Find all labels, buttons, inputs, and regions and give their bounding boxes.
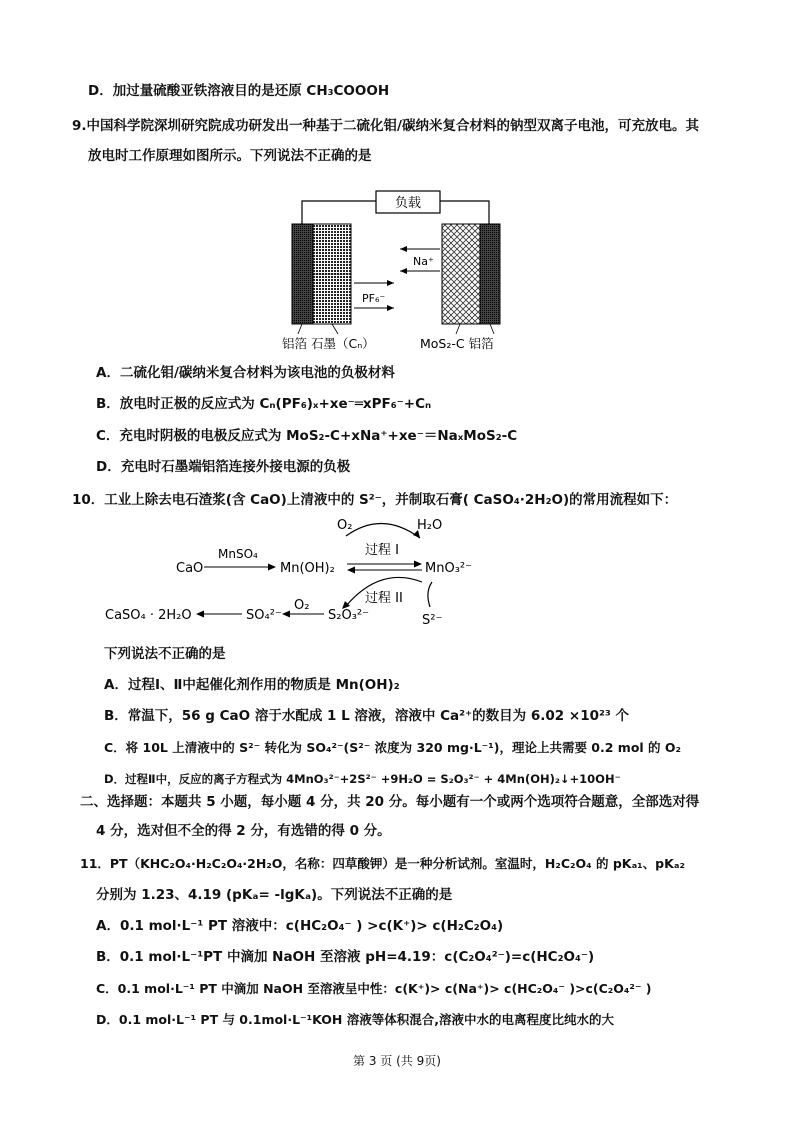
o2-bottom-label: O₂ — [294, 598, 310, 613]
na-ion-label: Na⁺ — [413, 255, 434, 268]
q9-option-b: B．放电时正极的反应式为 Cₙ(PF₆)ₓ+xe⁻═xPF₆⁻+Cₙ — [96, 396, 432, 412]
load-label: 负载 — [394, 196, 422, 211]
q9-stem-line1: 9.中国科学院深圳研究院成功研发出一种基于二硫化钼/碳纳米复合材料的钠型双离子电池，可充放电。其 — [72, 118, 699, 134]
q11-option-b: B．0.1 mol·L⁻¹PT 中滴加 NaOH 至溶液 pH=4.19：c(C₂O₄²⁻)=c(HC₂O₄⁻) — [96, 949, 595, 965]
mnso4-label: MnSO₄ — [218, 547, 258, 561]
mnoh2-label: Mn(OH)₂ — [280, 561, 335, 576]
q9-option-a: A．二硫化钼/碳纳米复合材料为该电池的负极材料 — [96, 365, 395, 381]
caso4-label: CaSO₄ · 2H₂O — [105, 608, 192, 623]
q11-option-d: D．0.1 mol·L⁻¹ PT 与 0.1mol·L⁻¹KOH 溶液等体积混合,溶液中水的电离程度比纯水的大 — [96, 1012, 614, 1027]
mos2-c-electrode — [442, 224, 480, 324]
cao-label: CaO — [176, 561, 204, 576]
process1-label: 过程 I — [365, 543, 399, 558]
q9-option-d: D．充电时石墨端铝箔连接外接电源的负极 — [96, 459, 351, 475]
q8-option-d: D．加过量硫酸亚铁溶液目的是还原 CH₃COOOH — [88, 83, 390, 99]
q11-stem-line1: 11．PT（KHC₂O₄·H₂C₂O₄·2H₂O，名称：四草酸钾）是一种分析试剂。室温时，H₂C₂O₄ 的 pKₐ₁、pKₐ₂ — [80, 856, 685, 871]
page-footer: 第 3 页 (共 9页) — [353, 1054, 441, 1068]
right-electrode-label: MoS₂-C 铝箔 — [420, 336, 494, 351]
so4-label: SO₄²⁻ — [246, 608, 282, 623]
left-electrode-label: 铝箔 石墨（Cₙ） — [282, 336, 375, 351]
h2o-label: H₂O — [417, 518, 443, 533]
left-wire — [302, 201, 376, 224]
section2-line2: 4 分，选对但不全的得 2 分，有选错的得 0 分。 — [96, 823, 391, 839]
process2-label: 过程 II — [365, 591, 403, 606]
right-aluminum-foil — [480, 224, 500, 324]
left-aluminum-foil — [292, 224, 313, 324]
mno3-label: MnO₃²⁻ — [425, 561, 472, 576]
process2-arc-s — [428, 582, 432, 607]
q10-prompt: 下列说法不正确的是 — [104, 646, 226, 662]
q11-option-a: A．0.1 mol·L⁻¹ PT 溶液中：c(HC₂O₄⁻ ) >c(K⁺)> c(H₂C₂O₄) — [96, 918, 504, 934]
q10-option-b: B．常温下，56 g CaO 溶于水配成 1 L 溶液，溶液中 Ca²⁺的数目为 6.02 ×10²³ 个 — [104, 708, 630, 724]
q10-option-d: D．过程Ⅱ中，反应的离子方程式为 4MnO₃²⁻+2S²⁻ +9H₂O = S₂O₃²⁻ + 4Mn(OH)₂↓+10OH⁻ — [104, 772, 621, 786]
q11-option-c: C．0.1 mol·L⁻¹ PT 中滴加 NaOH 至溶液呈中性：c(K⁺)> c(Na⁺)> c(HC₂O₄⁻ )>c(C₂O₄²⁻ ) — [96, 981, 652, 996]
q11-stem-line2: 分别为 1.23、4.19 (pKₐ= -lgKₐ)。下列说法不正确的是 — [96, 887, 453, 903]
section2-line1: 二、选择题：本题共 5 小题，每小题 4 分，共 20 分。每小题有一个或两个选项符合题意，全部选对得 — [80, 794, 700, 810]
o2-top-label: O₂ — [337, 518, 353, 533]
q10-stem: 10．工业上除去电石渣浆(含 CaO)上清液中的 S²⁻，并制取石膏( CaSO₄·2H₂O)的常用流程如下： — [72, 492, 678, 508]
pf6-ion-label: PF₆⁻ — [362, 292, 386, 305]
q9-option-c: C．充电时阴极的电极反应式为 MoS₂-C+xNa⁺+xe⁻＝NaₓMoS₂-C — [96, 428, 518, 444]
process1-arc — [346, 523, 420, 538]
q9-stem-line2: 放电时工作原理如图所示。下列说法不正确的是 — [88, 148, 372, 164]
q10-option-c: C．将 10L 上清液中的 S²⁻ 转化为 SO₄²⁻(S²⁻ 浓度为 320 mg·L⁻¹)，理论上共需要 0.2 mol 的 O₂ — [104, 740, 682, 755]
s2o3-label: S₂O₃²⁻ — [328, 608, 369, 623]
q10-option-a: A．过程Ⅰ、Ⅱ中起催化剂作用的物质是 Mn(OH)₂ — [104, 677, 400, 693]
battery-diagram — [280, 186, 530, 354]
s2-label: S²⁻ — [422, 613, 443, 628]
right-wire — [440, 201, 489, 224]
process-flow-diagram — [100, 512, 472, 632]
